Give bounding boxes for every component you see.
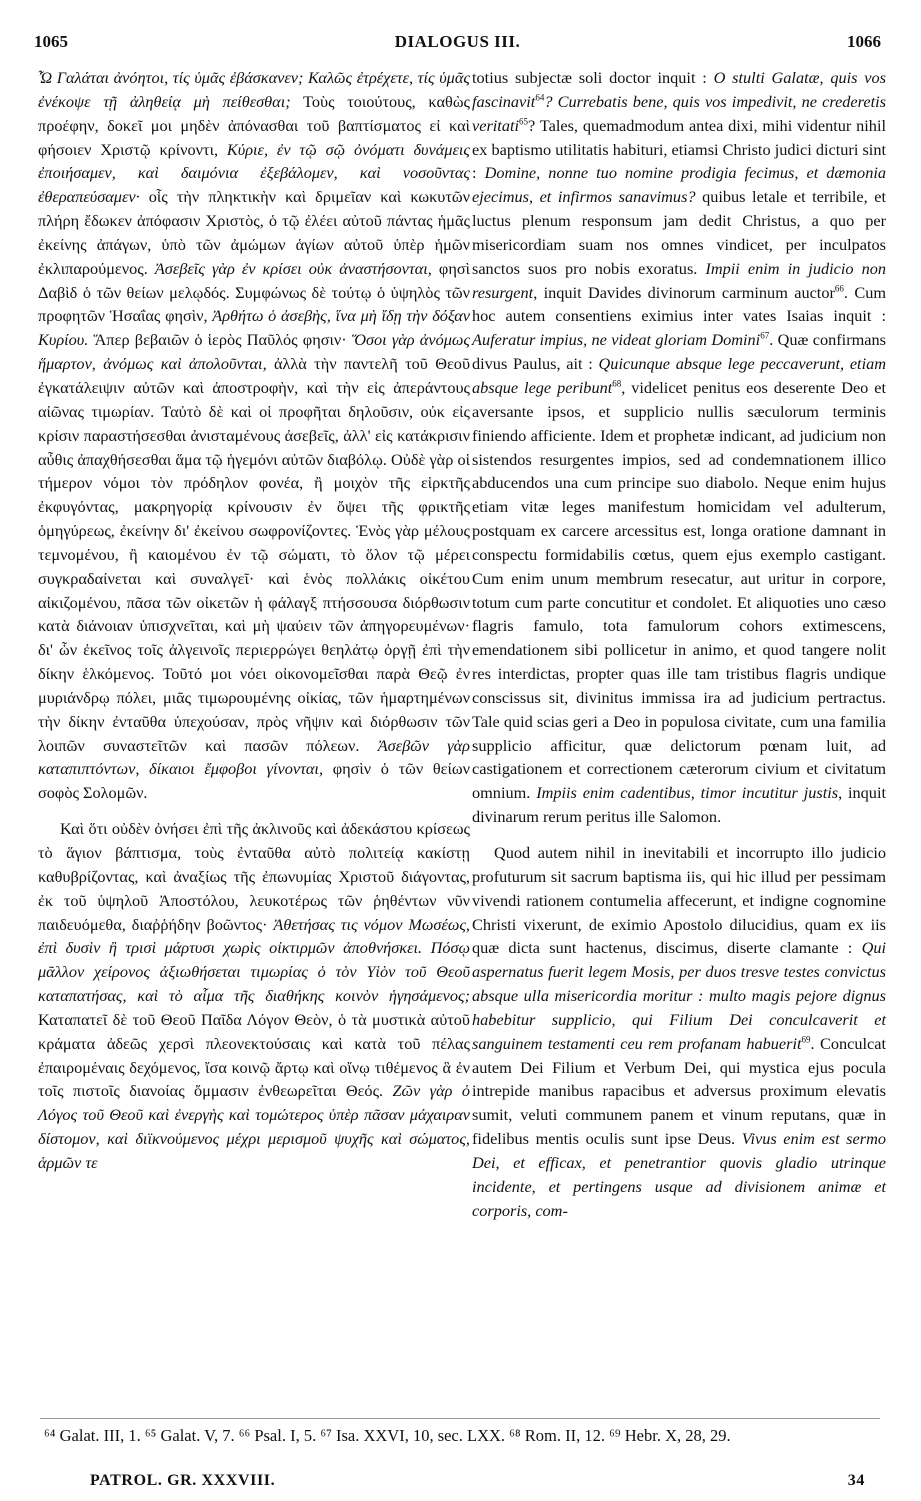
footnote-divider	[40, 1418, 880, 1419]
quotation-run: Ἀσεβῶν γὰρ καταπιπτόντων, δίκαιοι ἔμφοβοι γίνονται,	[38, 735, 470, 779]
page-number-left: 1065	[34, 32, 68, 51]
footnote-ref: 64	[535, 92, 545, 103]
page-header	[34, 32, 881, 58]
text-run: Τοὺς τοιούτους, καθὼς προέφην, δοκεῖ μοι μηδὲν ἀπόνασθαι τοῦ βαπτίσματος εἰ καὶ φήσοιεν Χριστῷ κρίνοντι,	[38, 91, 470, 159]
quotation-run: Impii enim in judicio non resurgent	[472, 258, 886, 302]
footnote-ref: 65	[519, 116, 529, 127]
text-run: . Conculcat autem Dei Filium et Verbum Dei, qui mystica ejus pocula intrepide manibus rapacibus et adversus proximum elevatis sumit, veluti communem panem et vinum reputans, quæ in fidelibus mentis oculis sunt ipse Deus.	[472, 1033, 886, 1149]
text-run: Καὶ ὅτι οὐδὲν ὀνήσει ἐπὶ τῆς ἀκλινοῦς καὶ ἀδεκάστου κρίσεως τὸ ἅγιον βάπτισμα, τοὺς ἐνταῦθα αὐτὸ πολιτείᾳ κακίστῃ καθυβρίζοντας, καὶ ἀναξίως τῆς ἐπωνυμίας Χριστοῦ διάγοντας, ἐκ τοῦ ὑψηλοῦ Ἀποστόλου, λευκοτέρως τῶν ῥηθέντων νῦν παιδευόμεθα, διαῤῥήδην βοῶντος·	[38, 819, 470, 934]
footnote-ref: 66	[834, 283, 844, 294]
quotation-run: Impiis enim cadentibus, timor incutitur justis	[536, 783, 839, 803]
latin-paragraph-2	[472, 841, 886, 1223]
footnote-ref: 68	[612, 378, 622, 389]
quotation-run: Domine, nonne tuo nomine prodigia fecimus, et dæmonia ejecimus, et infirmos sanavimus?	[472, 163, 886, 207]
quotation-run: Vivus enim est sermo Dei, et efficax, et penetrantior quovis gladio utrinque incidente, et pertingens usque ad divisionem animæ et corporis, com-	[472, 1129, 886, 1220]
page-number-right: 1066	[847, 32, 881, 51]
signature-mark: 34	[847, 1472, 865, 1489]
text-run: . Quæ confirmans divus Paulus, ait :	[472, 330, 886, 374]
text-run: Καταπατεῖ δὲ τοῦ Θεοῦ Παῖδα Λόγον Θεὸν, ὁ τὰ μυστικὰ αὐτοῦ κράματα ἀδεῶς χερσὶ πλεονεκτούσαις καὶ κατὰ τοῦ πέλας ἐπαιρομέναις δεχόμενος, ἴσα κοινῷ ἄρτῳ καὶ οἴνῳ τιθέμενος ἃ ἐν τοῖς πιστοῖς διανοίας ὄμμασιν ἐνθεωρεῖται Θεός.	[38, 1009, 470, 1101]
text-run: Ἅπερ βεβαιῶν ὁ ἱερὸς Παῦλός φησιν·	[88, 330, 352, 350]
quotation-run: Ὦ Γαλάται ἀνόητοι, τίς ὑμᾶς ἐβάσκανεν; Καλῶς ἐτρέχετε, τίς ὑμᾶς ἐνέκοψε τῇ ἀληθείᾳ μὴ πείθεσθαι;	[38, 68, 470, 111]
quotation-run: Auferatur impius, ne videat gloriam Domini	[472, 330, 761, 350]
quotation-run: Quicunque absque lege peccaverunt, etiam absque lege peribunt	[472, 354, 886, 397]
text-run: . Cum hoc autem consentiens eximius inter vates Isaias inquit :	[472, 282, 886, 326]
quotation-run: Ἀρθήτω ὁ ἀσεβὴς, ἵνα μὴ ἴδῃ τὴν δόξαν Κυρίου.	[38, 306, 470, 350]
latin-column	[472, 66, 886, 1223]
footnotes	[44, 1426, 884, 1446]
quotation-run: ? Currebatis bene, quis vos impedivit, ne crederetis veritati	[472, 91, 886, 135]
text-run: Quod autem nihil in inevitabili et incorrupto illo judicio profuturum sit sacrum baptisma iis, qui hic illud per pessimam vivendi rationem contumelia affecerunt, et indigne cognomine Christi vixerunt, de eximio Apostolo dilucidius, quam ex iis quæ dicta sunt hactenus, discimus, diserte clamante :	[472, 843, 886, 958]
text-run: φησὶ Δαβὶδ ὁ τῶν θείων μελῳδός. Συμφώνως δὲ τούτῳ ὁ ὑψηλὸς τῶν προφητῶν Ἡσαΐας φησὶν,	[38, 258, 470, 326]
text-run: , inquit Davides divinorum carminum auctor	[533, 282, 835, 302]
running-title: DIALOGUS III.	[394, 32, 521, 51]
latin-paragraph-1	[472, 66, 886, 829]
quotation-run: Qui aspernatus fuerit legem Mosis, per duos tresve testes convictus absque ulla misericordia moritur : multo magis pejore dignus habebitur supplicio, qui Filium Dei conculcaverit et sanguinem testamenti ceu rem profanam habuerit	[472, 938, 886, 1053]
footnote-ref: 67	[760, 330, 770, 341]
greek-paragraph-1	[38, 66, 470, 805]
text-run: quibus letale et terribile, et luctus plenum responsum jam dedit Christus, a quo per misericordiam suam nos omnes vindicet, per inculpatos sanctos suos pro nobis exoratus.	[472, 187, 887, 278]
footnote-line: ⁶⁴ Galat. III, 1. ⁶⁵ Galat. V, 7. ⁶⁶ Psal. I, 5. ⁶⁷ Isa. XXVI, 10, sec. LXX. ⁶⁸ Rom. II, 12. ⁶⁹ Hebr. X, 28, 29.	[44, 1426, 731, 1445]
text-run: , inquit divinarum rerum peritus ille Salomon.	[472, 783, 886, 827]
text-run: , videlicet penitus eos deserente Deo et aversante ipsos, et supplicio nullis sæculorum terminis finiendo afficiente. Idem et prophetæ indicant, ad judicium non sistendos resurgentes impios, sed ad condemnationem illico abducendos una cum principe suo diabolo. Neque enim hujus etiam vitæ leges manifestum homicidam vel adulterum, postquam ex carcere arcessitus est, longa oratione damnant in conspectu formidabilis cœtus, quem ejus exemplo castigant. Cum enim unum membrum resecatur, aut uritur in corpore, totum cum parte concutitur et condolet. Et aliquoties uno cæso flagris famulo, tota famulorum cohors extimescens, emendationem sibi pollicetur in animo, et quod tangere nolit res interdictas, propter quas ille tam tristibus flagris undique conscissus sit, divinitus immissa ira ad judicium pertractus. Tale quid scias geri a Deo in populosa civitate, cum una familia supplicio afficitur, quæ delictorum pœnam luit, ad castigationem et correctionem cæterorum civium et civitatum omnium.	[472, 377, 886, 803]
quotation-run: O stulti Galatæ, quis vos fascinavit	[472, 68, 886, 111]
quotation-run: Ἀσεβεῖς γὰρ ἐν κρίσει οὐκ ἀναστήσονται,	[154, 258, 432, 278]
series-title: PATROL. GR. XXXVIII.	[90, 1472, 276, 1489]
text-run: φησὶν ὁ τῶν θείων σοφὸς Σολομῶν.	[38, 759, 470, 803]
greek-column	[38, 66, 470, 1175]
quotation-run: Κύριε, ἐν τῷ σῷ ὀνόματι δυνάμεις ἐποιήσαμεν, καὶ δαιμόνια ἐξεβάλομεν, καὶ νοσοῦντας ἐθεραπεύσαμεν·	[38, 139, 470, 207]
quotation-run: Ὅσοι γὰρ ἀνόμως ἥμαρτον, ἀνόμως καὶ ἀπολοῦνται,	[38, 330, 470, 374]
footnote-ref: 69	[801, 1034, 811, 1045]
greek-paragraph-2	[38, 817, 470, 1175]
page-footer	[90, 1472, 865, 1496]
text-run: ἀλλὰ τὴν παντελῆ τοῦ Θεοῦ ἐγκατάλειψιν αὐτῶν καὶ ἀποστροφὴν, καὶ τὴν εἰς ἀπεράντους αἰῶνας τιμωρίαν. Ταὐτὸ δὲ καὶ οἱ προφῆται δηλοῦσιν, οὐκ εἰς κρίσιν παραστήσεσθαι ἀνισταμένους ἀσεβεῖς, ἀλλ' εἰς κατάκρισιν αὖθις ἀπαχθήσεσθαι ἅμα τῷ ἡγεμόνι αὐτῶν διαβόλῳ. Οὐδὲ γὰρ οἱ τήμερον νόμοι τὸν πρόδηλον φονέα, ἢ μοιχὸν τῆς εἱρκτῆς ἐκφυγόντας, μακρηγορίᾳ κρίνουσιν ἐν ὄψει τῆς φρικτῆς ὁμηγύρεως, ἐκείνην δι' ἐκείνου σωφρονίζοντες. Ἑνὸς γὰρ μέλους τεμνομένου, ἢ καιομένου ἐν τῷ σώματι, τὸ ὅλον τῷ μέρει συγκραδαίνεται καὶ συναλγεῖ· καὶ ἑνὸς πολλάκις οἰκέτου αἰκιζομένου, πᾶσα τῶν οἰκετῶν ἡ φάλαγξ πτήσσουσα διόρθωσιν κατὰ διάνοιαν ὑπισχνεῖται, καὶ μὴ ψαύειν τῶν ἀπηγορευμένων· δι' ὧν ἐκεῖνος τοῖς ἀλγεινοῖς περιερρώγει θεηλάτῳ ὀργῇ ἐπὶ τὴν δίκην ἑλκόμενος. Τοῦτό μοι νόει οἰκονομεῖσθαι παρὰ Θεῷ ἐν μυριάνδρῳ πόλει, μιᾶς τιμωρουμένης οἰκίας, τῶν ἡμαρτημένων τὴν δίκην ἐνταῦθα ὑπεχούσαν, πρὸς νῆψιν καὶ διόρθωσιν τῶν λοιπῶν συναστεῖτῶν καὶ πασῶν πόλεων.	[38, 354, 470, 755]
text-run: ? Tales, quemadmodum antea dixi, mihi videntur nihil ex baptismo utilitatis habituri, etiamsi Christo judici dicturi sint :	[472, 115, 886, 183]
text-run: totius subjectæ soli doctor inquit :	[472, 68, 714, 87]
quotation-run: Ζῶν γὰρ ὁ Λόγος τοῦ Θεοῦ καὶ ἐνεργὴς καὶ τομώτερος ὑπὲρ πᾶσαν μάχαιραν δίστομον, καὶ διϊκνούμενος μέχρι μερισμοῦ ψυχῆς καὶ σώματος, ἁρμῶν τε	[38, 1081, 470, 1172]
text-run: οἷς τὴν πληκτικὴν καὶ δριμεῖαν καὶ κωκυτῶν πλήρη ἔδωκεν ἀπόφασιν Χριστὸς, ὁ τῷ ἐλέει αὐτοῦ πάντας ἡμᾶς ἐκείνης ἀπάγων, ὑπὸ τῶν ἀμώμων ἁγίων αὐτοῦ ὑπὲρ ἡμῶν ἐκλιπαρούμενος.	[38, 187, 470, 278]
quotation-run: Ἀθετήσας τις νόμον Μωσέως, ἐπὶ δυσὶν ἢ τρισὶ μάρτυσι χωρὶς οἰκτιρμῶν ἀποθνήσκει. Πόσῳ μᾶλλον χείρονος ἀξιωθήσεται τιμωρίας ὁ τὸν Υἱὸν τοῦ Θεοῦ καταπατήσας, καὶ τὸ αἷμα τῆς διαθήκης κοινὸν ἡγησάμενος;	[38, 914, 470, 1006]
